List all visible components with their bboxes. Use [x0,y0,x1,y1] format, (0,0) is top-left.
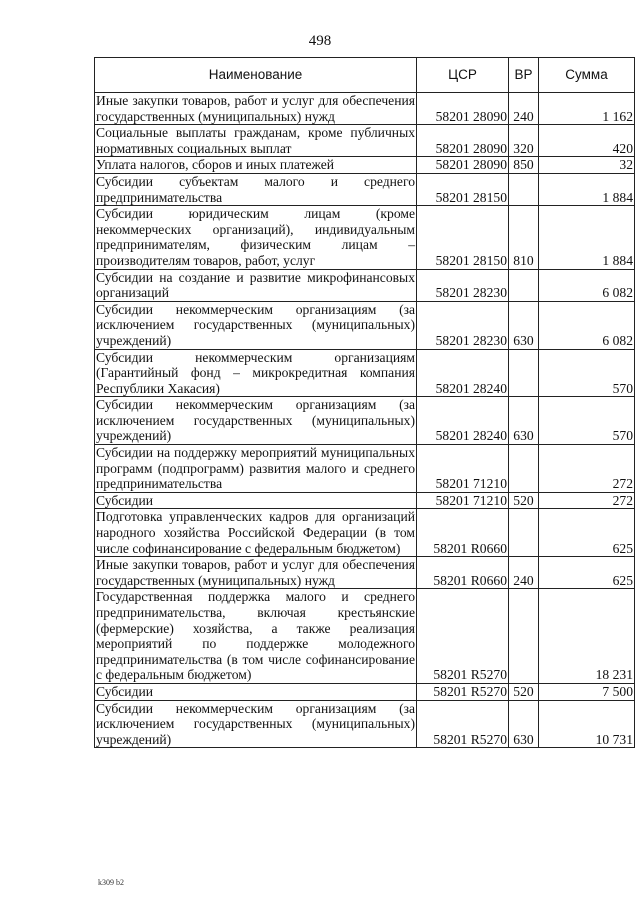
header-name: Наименование [95,58,417,93]
table-row [95,301,635,349]
table-row [95,349,635,397]
row-vr: 850 [509,157,539,174]
row-name: Субсидии [95,492,417,509]
row-name: Подготовка управленческих кадров для организаций народного хозяйства Российской Федерации (в том числе софинансирование с федеральным бюджетом) [96,509,415,556]
row-csr: 58201 28090 [417,125,509,157]
row-name: Субсидии на создание и развитие микрофинансовых организаций [96,269,415,301]
table-row [95,589,635,684]
header-vr: ВР [509,58,539,93]
row-csr: 58201 71210 [417,492,509,509]
header-sum: Сумма [539,58,635,93]
row-sum: 1 884 [539,206,635,269]
row-vr: 320 [509,125,539,157]
row-vr [509,269,539,301]
row-name: Социальные выплаты гражданам, кроме публичных нормативных социальных выплат [96,125,415,156]
row-sum: 570 [539,349,635,397]
row-csr: 58201 28150 [417,173,509,205]
row-csr: 58201 R5270 [417,589,509,684]
row-name: Уплата налогов, сборов и иных платежей [95,157,417,174]
row-csr: 58201 28230 [417,269,509,301]
table-row [95,397,635,445]
row-vr [509,173,539,205]
row-vr [509,445,539,493]
row-sum: 6 082 [539,269,635,301]
row-name: Субсидии некоммерческим организациям (за исключением государственных (муниципальных) учреждений) [96,397,415,444]
row-csr: 58201 R0660 [417,557,509,589]
row-csr: 58201 R5270 [417,700,509,748]
table-body [95,93,635,748]
row-sum: 6 082 [539,301,635,349]
row-csr: 58201 28090 [417,157,509,174]
table-row [95,173,635,205]
table-row [95,125,635,157]
row-name: Государственная поддержка малого и среднего предпринимательства, включая крестьянские (фермерские) хозяйства, а также реализация мероприятий по поддержке молодежного предпринимательства (в том числе софинансирование с федеральным бюджетом) [96,589,415,683]
table-row [95,269,635,301]
row-name: Субсидии некоммерческим организациям (за исключением государственных (муниципальных) учреждений) [96,301,415,348]
table-header-row [95,58,635,93]
table-row [95,557,635,589]
row-csr: 58201 R0660 [417,509,509,557]
row-name: Иные закупки товаров, работ и услуг для обеспечения государственных (муниципальных) нужд [96,557,415,588]
row-vr: 240 [509,93,539,125]
row-sum: 7 500 [539,683,635,700]
table-row [95,93,635,125]
table-row [95,206,635,269]
row-sum: 625 [539,509,635,557]
row-sum: 625 [539,557,635,589]
row-sum: 18 231 [539,589,635,684]
row-csr: 58201 28090 [417,93,509,125]
header-csr: ЦСР [417,58,509,93]
row-name: Иные закупки товаров, работ и услуг для обеспечения государственных (муниципальных) нужд [96,93,415,124]
table-row [95,157,635,174]
table-row [95,700,635,748]
row-csr: 58201 28150 [417,206,509,269]
row-name: Субсидии некоммерческим организациям (за исключением государственных (муниципальных) учреждений) [96,700,415,747]
row-sum: 10 731 [539,700,635,748]
row-vr: 240 [509,557,539,589]
row-sum: 1 162 [539,93,635,125]
row-sum: 1 884 [539,173,635,205]
row-sum: 272 [539,492,635,509]
row-vr [509,509,539,557]
footer-code: k309 b2 [98,878,124,887]
row-name: Субсидии [95,683,417,700]
row-vr: 520 [509,492,539,509]
row-csr: 58201 28240 [417,397,509,445]
row-sum: 272 [539,445,635,493]
table-row [95,683,635,700]
table-row [95,509,635,557]
row-vr: 630 [509,397,539,445]
row-name: Субсидии на поддержку мероприятий муниципальных программ (подпрограмм) развития малого и среднего предпринимательства [96,445,415,492]
row-vr: 630 [509,700,539,748]
row-sum: 32 [539,157,635,174]
budget-table [94,57,635,748]
row-vr: 520 [509,683,539,700]
page-number: 498 [308,33,332,49]
row-csr: 58201 71210 [417,445,509,493]
table-row [95,445,635,493]
row-sum: 570 [539,397,635,445]
row-vr [509,589,539,684]
row-name: Субсидии юридическим лицам (кроме некоммерческих организаций), индивидуальным предпринимателям, физическим лицам – производителям товаров, работ, услуг [96,206,415,268]
row-vr [509,349,539,397]
row-csr: 58201 28230 [417,301,509,349]
row-name: Субсидии некоммерческим организациям (Гарантийный фонд – микрокредитная компания Республики Хакасия) [96,349,415,396]
row-csr: 58201 R5270 [417,683,509,700]
row-name: Субсидии субъектам малого и среднего предпринимательства [96,173,415,205]
row-vr: 630 [509,301,539,349]
row-vr: 810 [509,206,539,269]
row-sum: 420 [539,125,635,157]
table-row [95,492,635,509]
row-csr: 58201 28240 [417,349,509,397]
